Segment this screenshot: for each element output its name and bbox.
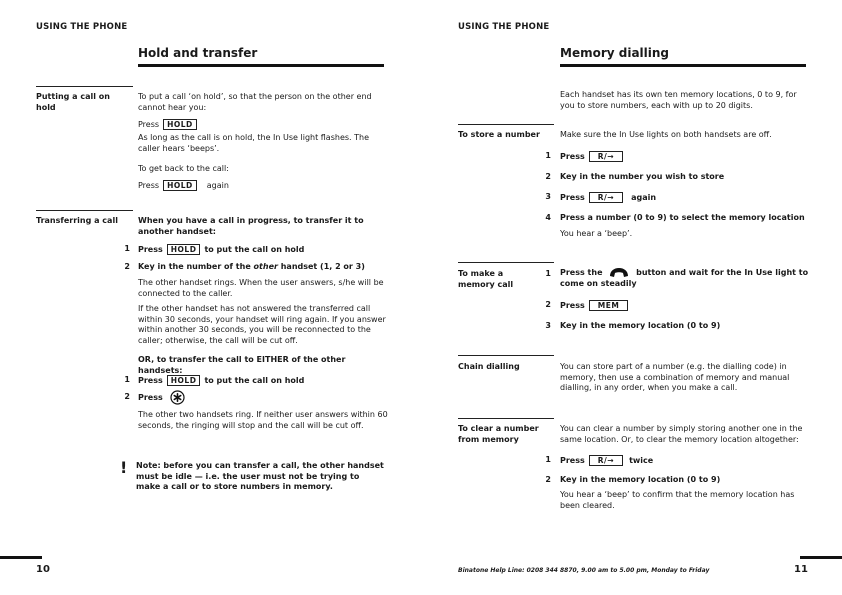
mem-key: MEM [589, 300, 629, 311]
press-label: Press [138, 181, 160, 190]
transfer-intro: When you have a call in progress, to transfer it to another handset: [138, 216, 364, 236]
store-intro: Make sure the In Use lights on both handsets are off. [560, 130, 772, 139]
title-rule-left [138, 64, 384, 67]
recall-key: R/→ [589, 192, 623, 203]
title-rule-right [560, 64, 806, 67]
press-label: Press [138, 376, 163, 385]
step-number: 2 [124, 262, 130, 271]
step-number: 1 [545, 151, 551, 160]
step-text: to put the call on hold [204, 245, 305, 254]
section-rule-transfer [36, 210, 133, 211]
store-step-1 [560, 151, 627, 163]
step-text: button and wait for the In Use light to come on steadily [560, 268, 809, 288]
section-rule-store [458, 124, 554, 125]
press-label: Press [560, 193, 585, 202]
page-number-left: 10 [36, 564, 50, 575]
hold-again-line [138, 180, 229, 192]
press-label: Press [138, 245, 163, 254]
section-rule-hold [36, 86, 133, 87]
section-label-clear: To clear a number from memory [458, 424, 539, 444]
again-label: again [631, 193, 657, 202]
page-title-left: Hold and transfer [138, 46, 258, 60]
section-rule-make [458, 262, 554, 263]
clear-step-1 [560, 455, 653, 467]
section-label-transfer: Transferring a call [36, 216, 118, 225]
store-step-3 [560, 192, 656, 204]
transfer-alt-step-2 [138, 390, 185, 405]
handset-icon [609, 267, 629, 278]
step-number: 1 [124, 244, 130, 253]
step-text: Press the [560, 268, 603, 277]
make-step-3: Key in the memory location (0 to 9) [560, 321, 721, 330]
hold-note: As long as the call is on hold, the In Use light flashes. The caller hears ‘beeps’. [138, 133, 369, 153]
hold-key: HOLD [167, 375, 201, 386]
press-label: Press [560, 301, 585, 310]
section-label-store: To store a number [458, 130, 540, 139]
press-label: Press [138, 393, 163, 402]
press-label: Press [560, 152, 585, 161]
recall-key: R/→ [589, 455, 623, 466]
note-exclamation: ! [120, 458, 128, 477]
transfer-note: Note: before you can transfer a call, the other handset must be idle — i.e. the user must not be trying to make a call or to store numbers in memory. [136, 461, 384, 491]
step-emphasis: other [253, 262, 278, 271]
make-step-1 [560, 267, 810, 289]
clear-step-2: Key in the memory location (0 to 9) [560, 475, 721, 484]
press-label: Press [560, 456, 585, 465]
make-step-2 [560, 300, 632, 312]
page-number-right: 11 [794, 564, 808, 575]
hold-press-line [138, 119, 201, 131]
chain-text: You can store part of a number (e.g. the dialling code) in memory, then use a combination of memory and manual dialling, in any order, when you make a call. [560, 362, 790, 392]
running-header-left: USING THE PHONE [36, 22, 128, 32]
section-label-chain: Chain dialling [458, 362, 520, 371]
running-header-right: USING THE PHONE [458, 22, 550, 32]
footer-bar-right [800, 556, 842, 559]
step-number: 3 [545, 192, 551, 201]
step-number: 2 [545, 475, 551, 484]
hold-back: To get back to the call: [138, 164, 229, 173]
page-title-right: Memory dialling [560, 46, 670, 60]
memory-intro: Each handset has its own ten memory locations, 0 to 9, for you to store numbers, each with up to 20 digits. [560, 90, 797, 110]
transfer-step-1 [138, 244, 304, 256]
hold-key: HOLD [167, 244, 201, 255]
step-number: 1 [545, 455, 551, 464]
clear-intro: You can clear a number by simply storing another one in the same location. Or, to clear the memory location altogether: [560, 424, 803, 444]
step-number: 2 [545, 300, 551, 309]
transfer-para-3: The other two handsets ring. If neither user answers within 60 seconds, the ringing will stop and the call will be cut off. [138, 410, 388, 430]
step-number: 4 [545, 213, 551, 222]
step-number: 2 [545, 172, 551, 181]
transfer-alt-step-1 [138, 375, 304, 387]
store-beep: You hear a ‘beep’. [560, 229, 633, 238]
section-rule-chain [458, 355, 554, 356]
hold-key: HOLD [163, 119, 197, 130]
twice-label: twice [629, 456, 654, 465]
star-key-icon [170, 390, 185, 405]
hold-intro: To put a call ‘on hold’, so that the person on the other end cannot hear you: [138, 92, 372, 112]
step-number: 1 [545, 269, 551, 278]
step-number: 2 [124, 392, 130, 401]
step-text: handset (1, 2 or 3) [277, 262, 365, 271]
step-text: to put the call on hold [204, 376, 305, 385]
clear-confirm: You hear a ‘beep’ to confirm that the memory location has been cleared. [560, 490, 795, 510]
hold-key: HOLD [163, 180, 197, 191]
again-label: again [206, 181, 229, 190]
store-step-4: Press a number (0 to 9) to select the memory location [560, 213, 805, 222]
step-text: Key in the number of the [138, 262, 254, 271]
section-label-hold: Putting a call on hold [36, 92, 110, 112]
transfer-para-2: If the other handset has not answered the transferred call within 30 seconds, your handset will ring again. If you answer within another 30 seconds, you will be reconnected to the caller; otherwise, the call will be cut off. [138, 304, 386, 345]
transfer-para-1: The other handset rings. When the user answers, s/he will be connected to the caller. [138, 278, 384, 298]
store-step-2: Key in the number you wish to store [560, 172, 725, 181]
section-label-make: To make a memory call [458, 269, 514, 289]
step-number: 3 [545, 321, 551, 330]
step-number: 1 [124, 375, 130, 384]
press-label: Press [138, 120, 160, 129]
transfer-or: OR, to transfer the call to EITHER of the other handsets: [138, 355, 346, 375]
help-line-footer: Binatone Help Line: 0208 344 8870, 9.00 am to 5.00 pm, Monday to Friday [458, 567, 710, 574]
footer-bar-left [0, 556, 42, 559]
section-rule-clear [458, 418, 554, 419]
transfer-step-2 [138, 262, 365, 273]
recall-key: R/→ [589, 151, 623, 162]
